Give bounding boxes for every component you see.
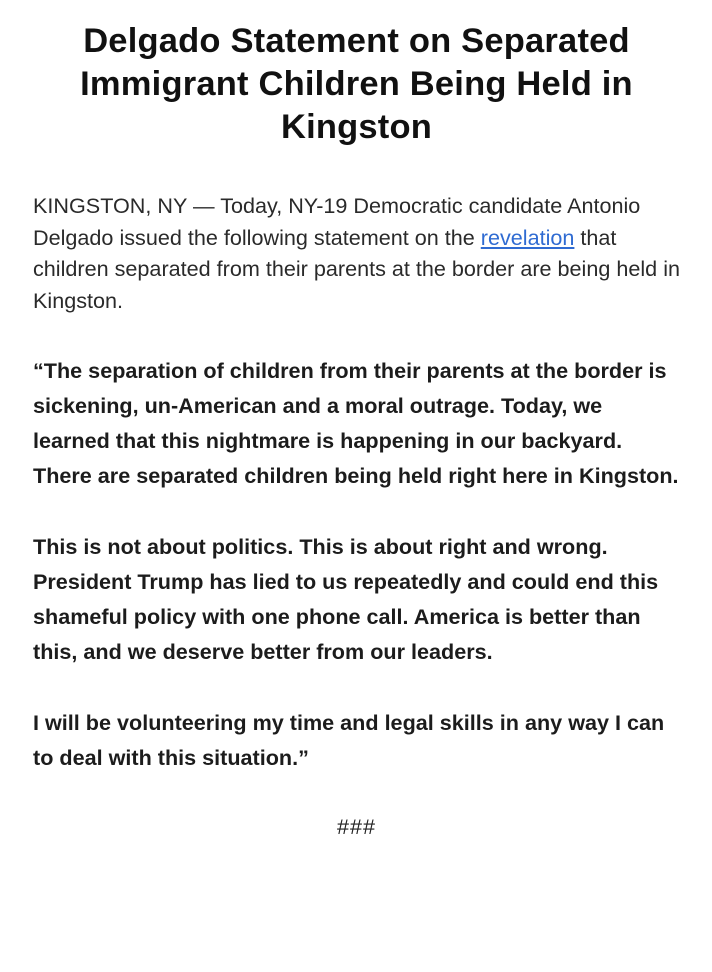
page-title: Delgado Statement on Separated Immigrant Children Being Held in Kingston: [80, 22, 633, 146]
quote-paragraph-1: “The separation of children from their parents at the border is sickening, un-American and a moral outrage. Today, we learned that this nightmare is happening in our backyard. There are separated children being held right here in Kingston.: [33, 358, 679, 488]
revelation-link[interactable]: revelation: [480, 224, 575, 250]
intro-paragraph: [33, 190, 680, 316]
intro-text-after-link: that children separated from their parents at the border are being held in Kingston.: [33, 224, 681, 313]
intro-text-before-link: KINGSTON, NY — Today, NY-19 Democratic candidate Antonio Delgado issued the following statement on the: [33, 193, 641, 250]
quote-paragraph-2: This is not about politics. This is about right and wrong. President Trump has lied to us repeatedly and could end this shameful policy with one phone call. America is better than this, and we deserve better from our leaders.: [33, 534, 659, 664]
end-mark: ###: [336, 814, 377, 839]
quote-paragraph-3: I will be volunteering my time and legal skills in any way I can to deal with this situation.”: [33, 710, 665, 770]
